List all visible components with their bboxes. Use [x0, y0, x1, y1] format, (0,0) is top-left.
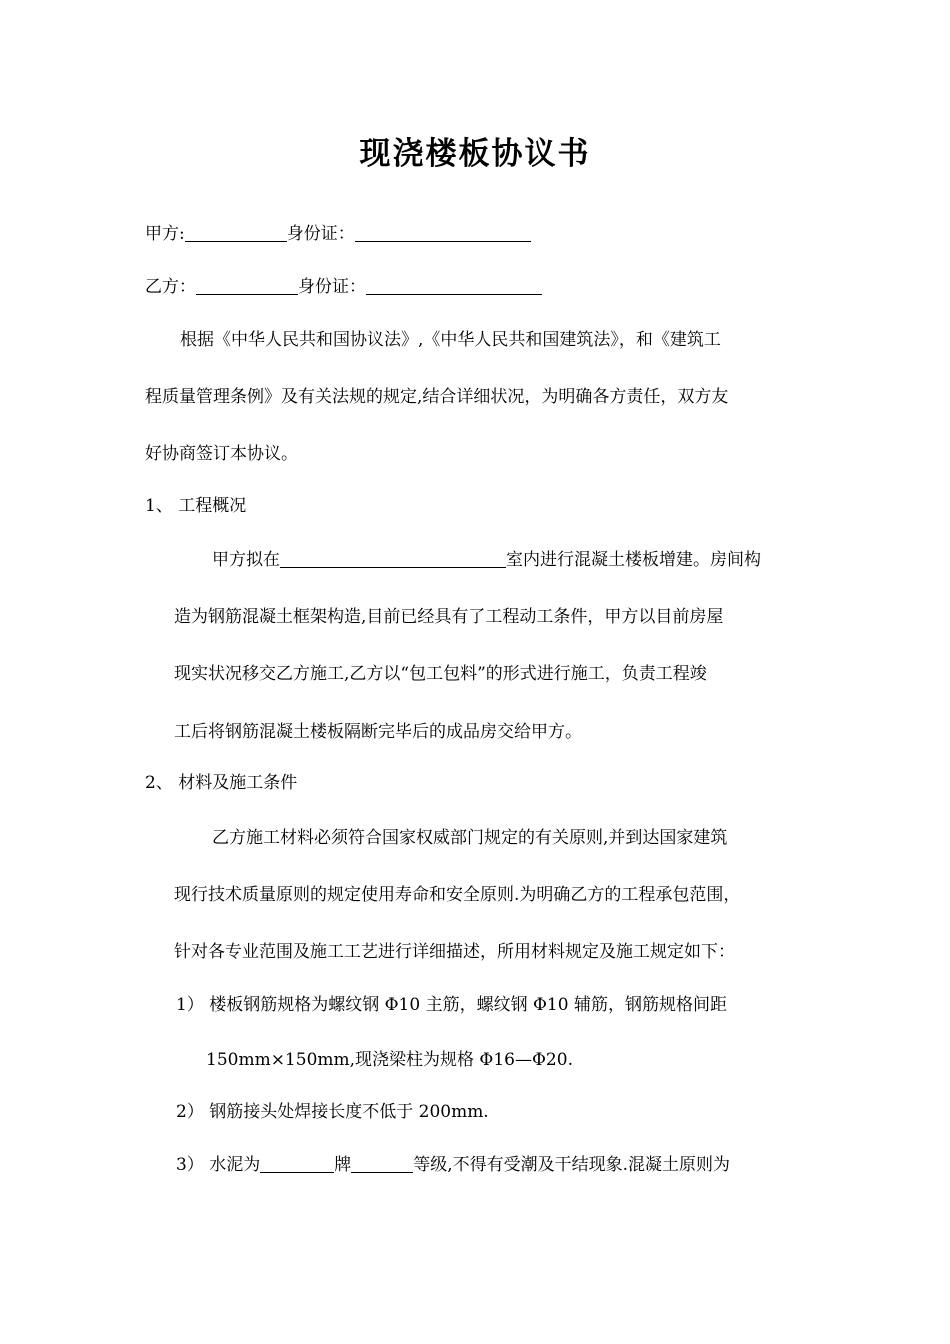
location-blank[interactable] [280, 549, 506, 568]
intro-line-1: 根据《中华人民共和国协议法》,《中华人民共和国建筑法》，和《建筑工 [180, 330, 721, 350]
section-2-line-1: 乙方施工材料必须符合国家权威部门规定的有关原则,并到达国家建筑 [212, 828, 728, 848]
party-a-id-label: 身份证： [286, 224, 355, 244]
party-b-id-blank[interactable] [366, 276, 542, 295]
section-2-line-2: 现行技术质量原则的规定使用寿命和安全原则.为明确乙方的工程承包范围， [174, 885, 741, 905]
cement-grade-blank[interactable] [351, 1154, 413, 1173]
section-1-line-1b: 室内进行混凝土楼板增建。房间构 [506, 550, 761, 570]
section-2-line-3: 针对各专业范围及施工工艺进行详细描述，所用材料规定及施工规定如下： [174, 942, 735, 962]
intro-line-2: 程质量管理条例》及有关法规的规定,结合详细状况，为明确各方责任，双方友 [145, 387, 729, 407]
party-a-id-blank[interactable] [355, 223, 531, 242]
section-2-heading: 2、 材料及施工条件 [145, 773, 298, 793]
document-title: 现浇楼板协议书 [359, 136, 591, 172]
section-1-line-1a: 甲方拟在 [212, 550, 280, 570]
section-1-line-4: 工后将钢筋混凝土楼板隔断完毕后的成品房交给甲方。 [174, 722, 582, 742]
party-a-name-blank[interactable] [185, 223, 287, 242]
cement-brand-blank[interactable] [260, 1154, 334, 1173]
section-1-line-1 [212, 548, 761, 572]
party-b-line [145, 275, 542, 299]
party-a-line [145, 222, 531, 246]
section-1-line-2: 造为钢筋混凝土框架构造,目前已经具有了工程动工条件，甲方以目前房屋 [174, 607, 724, 627]
item-3-line [176, 1153, 730, 1177]
item-3-c: 等级,不得有受潮及干结现象.混凝土原则为 [413, 1155, 731, 1175]
item-3-a: 3） 水泥为 [176, 1155, 261, 1175]
party-a-label: 甲方: [145, 224, 185, 244]
section-1-line-3: 现实状况移交乙方施工,乙方以“包工包料”的形式进行施工，负责工程竣 [174, 664, 707, 684]
item-3-b: 牌 [334, 1155, 352, 1175]
item-1-line-a: 1） 楼板钢筋规格为螺纹钢 Φ10 主筋，螺纹钢 Φ10 辅筋，钢筋规格间距 [176, 995, 727, 1015]
party-b-id-label: 身份证： [298, 277, 366, 297]
party-b-label: 乙方： [145, 277, 196, 297]
intro-line-3: 好协商签订本协议。 [145, 444, 298, 464]
item-1-line-b: 150mm×150mm,现浇梁柱为规格 Φ16—Φ20. [206, 1050, 573, 1070]
section-1-heading: 1、 工程概况 [145, 496, 247, 516]
party-b-name-blank[interactable] [196, 276, 298, 295]
item-2-line: 2） 钢筋接头处焊接长度不低于 200mm. [176, 1102, 489, 1122]
